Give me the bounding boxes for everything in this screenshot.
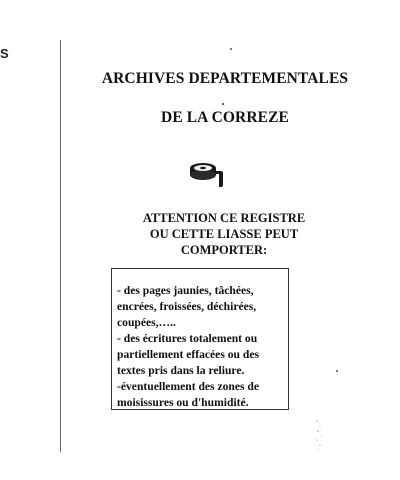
archive-title-line-2: DE LA CORREZE	[161, 109, 289, 126]
notice-box	[111, 268, 289, 410]
ink-speck	[336, 370, 338, 372]
notice-line: - des écritures totalement ou	[117, 332, 258, 345]
ink-speck	[230, 48, 232, 50]
notice-line: encrées, froissées, déchirées,	[117, 300, 257, 313]
notice-line: coupées,…..	[117, 316, 176, 329]
margin-rule	[60, 40, 61, 452]
paper-smudge	[314, 418, 324, 454]
notice-line: - des pages jaunies, tâchées,	[117, 284, 254, 297]
notice-line: moisissures ou d'humidité.	[117, 396, 249, 409]
edge-letter: S	[0, 46, 9, 61]
notice-line: -éventuellement des zones de	[117, 380, 259, 393]
archive-title-line-1: ARCHIVES DEPARTEMENTALES	[101, 70, 349, 87]
notice-line: partiellement effacées ou des	[117, 348, 259, 361]
film-reel-icon	[188, 160, 226, 188]
warning-line-2: OU CETTE LIASSE PEUT	[149, 227, 299, 241]
notice-line: textes pris dans la reliure.	[117, 364, 245, 377]
ink-speck	[222, 103, 224, 105]
warning-line-3: COMPORTER:	[180, 243, 268, 257]
warning-line-1: ATTENTION CE REGISTRE	[142, 211, 306, 225]
